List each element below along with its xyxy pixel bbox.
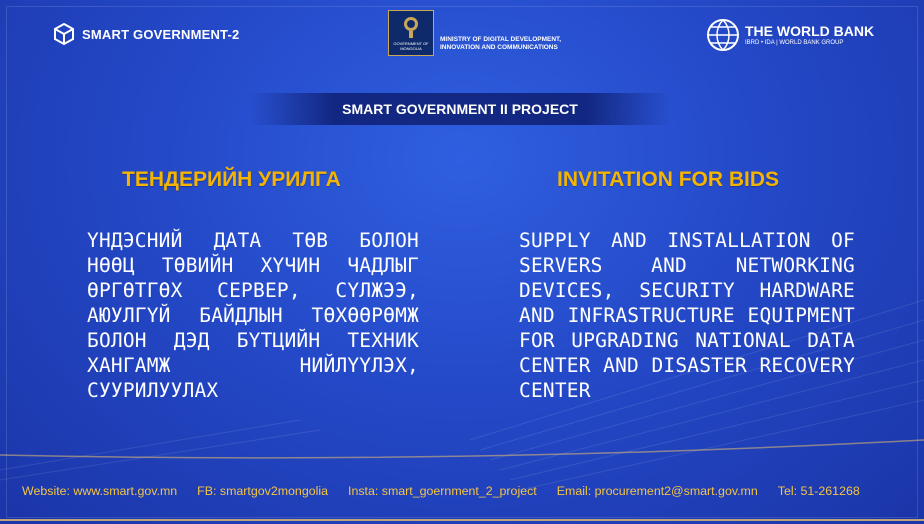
emblem-caption: GOVERNMENT OF MONGOLIA [393, 41, 429, 51]
ministry-name [440, 36, 561, 52]
globe-icon [706, 18, 740, 52]
smart-government-label: SMART GOVERNMENT-2 [82, 26, 240, 42]
project-title: SMART GOVERNMENT II PROJECT [342, 101, 578, 117]
body-mongolian: ҮНДЭСНИЙ ДАТА ТӨВ БОЛОН НӨӨЦ ТӨВИЙН ХҮЧИН ЧАДЛЫГ ӨРГӨТГӨХ СЕРВЕР, СҮЛЖЭЭ, АЮУЛГҮЙ БАЙДЛЫН ТӨХӨӨРӨМЖ БОЛОН ДЭД БҮТЦИЙН ТЕХНИК ХАНГАМЖ НИЙЛҮҮЛЭХ, СУУРИЛУУЛАХ [87, 229, 419, 402]
body-english: SUPPLY AND INSTALLATION OF SERVERS AND NETWORKING DEVICES, SECURITY HARDWARE AND INFRASTRUCTURE EQUIPMENT FOR UPGRADING NATIONAL DATA CENTER AND DISASTER RECOVERY CENTER [519, 229, 855, 402]
ministry-block [388, 10, 561, 56]
world-bank-name: THE WORLD BANK [745, 22, 875, 39]
world-bank-subtitle: IBRD • IDA | WORLD BANK GROUP [745, 39, 844, 46]
footer-instagram[interactable]: Insta: smart_goernment_2_project [348, 484, 537, 498]
contact-footer [22, 484, 860, 498]
smart-government-logo [52, 22, 239, 46]
world-bank-logo [706, 18, 874, 52]
footer-email[interactable]: Email: procurement2@smart.gov.mn [556, 484, 758, 498]
state-emblem [388, 10, 434, 56]
cube-network-icon [52, 22, 76, 46]
ministry-line-1: MINISTRY OF DIGITAL DEVELOPMENT, [440, 36, 562, 43]
soyombo-icon [402, 15, 420, 39]
heading-english: INVITATION FOR BIDS [557, 168, 780, 191]
heading-mongolian: ТЕНДЕРИЙН УРИЛГА [122, 168, 341, 191]
footer-website[interactable]: Website: www.smart.gov.mn [22, 484, 178, 498]
footer-facebook[interactable]: FB: smartgov2mongolia [197, 484, 329, 498]
footer-tel: Tel: 51-261268 [777, 484, 860, 498]
project-title-bar [250, 93, 670, 125]
ministry-line-2: INNOVATION AND COMMUNICATIONS [440, 44, 558, 51]
